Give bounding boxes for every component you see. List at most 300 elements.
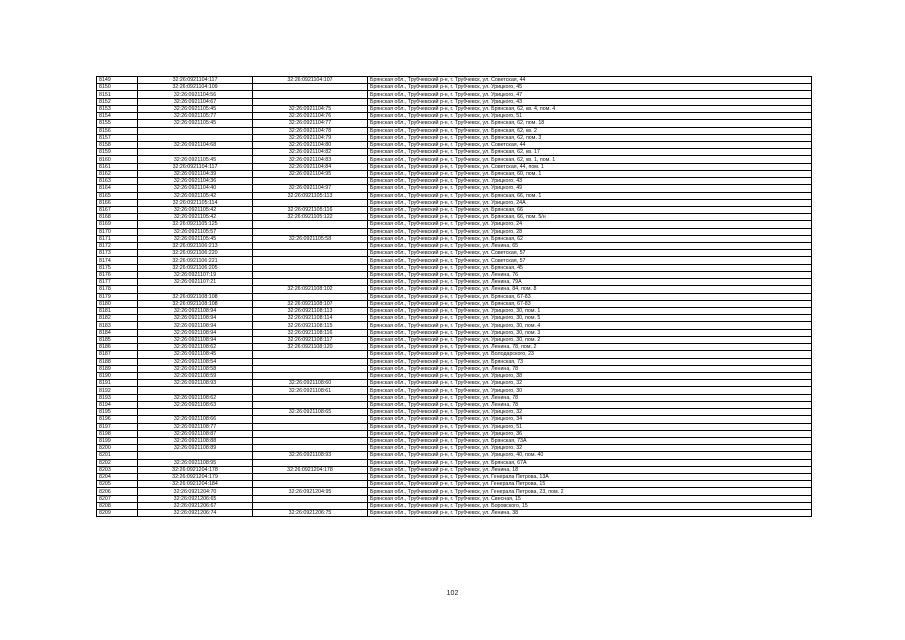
object-cadastral-number-cell <box>253 430 368 437</box>
object-cadastral-number-cell <box>253 365 368 372</box>
registry-table <box>96 76 812 517</box>
object-cadastral-number-cell <box>253 481 368 488</box>
cadastral-number-cell: 32:26:0921108:89 <box>138 445 253 452</box>
table-row <box>97 170 812 177</box>
cadastral-number-cell <box>138 452 253 459</box>
address-cell: Брянская обл., Трубчевский р-н, г. Трубчевск, ул. Брянская, 62, кв. 4, пом. 4 <box>368 105 812 112</box>
table-row <box>97 409 812 416</box>
object-cadastral-number-cell <box>253 358 368 365</box>
row-number-cell: 8199 <box>97 437 138 444</box>
table-row <box>97 279 812 286</box>
row-number-cell: 8190 <box>97 372 138 379</box>
cadastral-number-cell: 32:26:0921106:205 <box>138 264 253 271</box>
object-cadastral-number-cell <box>253 98 368 105</box>
cadastral-number-cell: 32:26:0921105:77 <box>138 113 253 120</box>
cadastral-number-cell: 32:26:0921108:58 <box>138 365 253 372</box>
cadastral-number-cell: 32:26:0921105:42 <box>138 192 253 199</box>
object-cadastral-number-cell: 32:26:0921108:102 <box>253 286 368 293</box>
object-cadastral-number-cell <box>253 271 368 278</box>
cadastral-number-cell: 32:26:0921105:42 <box>138 206 253 213</box>
address-cell: Брянская обл., Трубчевский р-н, г. Трубчевск, ул. Брянская, 62, кв. 1, пом. 1 <box>368 156 812 163</box>
table-row <box>97 91 812 98</box>
cadastral-number-cell: 32:26:0921104:56 <box>138 91 253 98</box>
row-number-cell: 8158 <box>97 141 138 148</box>
row-number-cell: 8209 <box>97 510 138 517</box>
object-cadastral-number-cell <box>253 401 368 408</box>
page-number: 102 <box>446 590 459 597</box>
object-cadastral-number-cell: 32:26:0921104:84 <box>253 163 368 170</box>
object-cadastral-number-cell <box>253 243 368 250</box>
object-cadastral-number-cell: 32:26:0921104:107 <box>253 77 368 84</box>
address-cell: Брянская обл., Трубчевский р-н, г. Трубчевск, ул. Урицкого, 30, пом. 5 <box>368 315 812 322</box>
cadastral-number-cell: 32:26:0921104:117 <box>138 77 253 84</box>
object-cadastral-number-cell <box>253 445 368 452</box>
row-number-cell: 8182 <box>97 315 138 322</box>
address-cell: Брянская обл., Трубчевский р-н, г. Трубчевск, ул. Брянская, 62 <box>368 235 812 242</box>
cadastral-number-cell: 32:26:0921108:45 <box>138 351 253 358</box>
object-cadastral-number-cell: 32:26:0921108:93 <box>253 452 368 459</box>
table-row <box>97 120 812 127</box>
table-row <box>97 149 812 156</box>
table-row <box>97 351 812 358</box>
cadastral-number-cell: 32:26:0921105:45 <box>138 156 253 163</box>
row-number-cell: 8181 <box>97 308 138 315</box>
table-row <box>97 257 812 264</box>
address-cell: Брянская обл., Трубчевский р-н, г. Трубчевск, ул. Советская, 44 <box>368 77 812 84</box>
object-cadastral-number-cell: 32:26:0921108:61 <box>253 387 368 394</box>
address-cell: Брянская обл., Трубчевский р-н, г. Трубчевск, ул. Урицкого, 24 <box>368 221 812 228</box>
cadastral-number-cell: 32:26:0921105:42 <box>138 214 253 221</box>
object-cadastral-number-cell <box>253 257 368 264</box>
address-cell: Брянская обл., Трубчевский р-н, г. Трубчевск, ул. Урицкого, 47 <box>368 91 812 98</box>
table-row <box>97 365 812 372</box>
row-number-cell: 8200 <box>97 445 138 452</box>
row-number-cell: 8207 <box>97 495 138 502</box>
row-number-cell: 8151 <box>97 91 138 98</box>
cadastral-number-cell: 32:26:0921108:54 <box>138 358 253 365</box>
object-cadastral-number-cell: 32:26:0921204:178 <box>253 466 368 473</box>
row-number-cell: 8184 <box>97 329 138 336</box>
object-cadastral-number-cell <box>253 459 368 466</box>
object-cadastral-number-cell: 32:26:0921108:114 <box>253 315 368 322</box>
row-number-cell: 8180 <box>97 300 138 307</box>
object-cadastral-number-cell: 32:26:0921108:60 <box>253 380 368 387</box>
address-cell: Брянская обл., Трубчевский р-н, г. Трубчевск, ул. Брянская, 62, пом. 18 <box>368 120 812 127</box>
address-cell: Брянская обл., Трубчевский р-н, г. Трубчевск, ул. Генерала Петрова, 15 <box>368 481 812 488</box>
row-number-cell: 8185 <box>97 336 138 343</box>
address-cell: Брянская обл., Трубчевский р-н, г. Трубчевск, ул. Урицкого, 45 <box>368 84 812 91</box>
row-number-cell: 8155 <box>97 120 138 127</box>
table-row <box>97 315 812 322</box>
object-cadastral-number-cell: 32:26:0921108:113 <box>253 308 368 315</box>
object-cadastral-number-cell: 32:26:0921104:80 <box>253 141 368 148</box>
cadastral-number-cell: 32:26:0921104:109 <box>138 84 253 91</box>
cadastral-number-cell: 32:26:0921108:88 <box>138 437 253 444</box>
row-number-cell: 8150 <box>97 84 138 91</box>
table-row <box>97 466 812 473</box>
object-cadastral-number-cell <box>253 416 368 423</box>
row-number-cell: 8195 <box>97 409 138 416</box>
row-number-cell: 8170 <box>97 228 138 235</box>
table-row <box>97 113 812 120</box>
row-number-cell: 8206 <box>97 488 138 495</box>
table-row <box>97 459 812 466</box>
row-number-cell: 8173 <box>97 250 138 257</box>
table-row <box>97 235 812 242</box>
address-cell: Брянская обл., Трубчевский р-н, г. Трубчевск, ул. Ленина, 78, пом. 2 <box>368 344 812 351</box>
table-row <box>97 77 812 84</box>
address-cell: Брянская обл., Трубчевский р-н, г. Трубчевск, ул. Ленина, 78 <box>368 394 812 401</box>
table-row <box>97 437 812 444</box>
address-cell: Брянская обл., Трубчевский р-н, г. Трубчевск, ул. Ленина, 65 <box>368 243 812 250</box>
table-row <box>97 329 812 336</box>
cadastral-number-cell: 32:26:0921108:94 <box>138 336 253 343</box>
row-number-cell: 8196 <box>97 416 138 423</box>
cadastral-number-cell: 32:26:0921108:59 <box>138 372 253 379</box>
object-cadastral-number-cell: 32:26:0921104:95 <box>253 170 368 177</box>
cadastral-number-cell: 32:26:0921104:36 <box>138 178 253 185</box>
table-row <box>97 488 812 495</box>
table-row <box>97 214 812 221</box>
address-cell: Брянская обл., Трубчевский р-н, г. Трубчевск, ул. Урицкого, 51 <box>368 423 812 430</box>
row-number-cell: 8192 <box>97 387 138 394</box>
row-number-cell: 8179 <box>97 293 138 300</box>
object-cadastral-number-cell <box>253 372 368 379</box>
address-cell: Брянская обл., Трубчевский р-н, г. Трубчевск, ул. Урицкого, 38 <box>368 372 812 379</box>
cadastral-number-cell: 32:26:0921206:74 <box>138 510 253 517</box>
address-cell: Брянская обл., Трубчевский р-н, г. Трубчевск, ул. Володарского, 23 <box>368 351 812 358</box>
object-cadastral-number-cell: 32:26:0921108:65 <box>253 409 368 416</box>
table-row <box>97 228 812 235</box>
address-cell: Брянская обл., Трубчевский р-н, г. Трубчевск, ул. Генерала Петрова, 23, пом. 2 <box>368 488 812 495</box>
row-number-cell: 8149 <box>97 77 138 84</box>
address-cell: Брянская обл., Трубчевский р-н, г. Трубчевск, ул. Советская, 57 <box>368 257 812 264</box>
address-cell: Брянская обл., Трубчевский р-н, г. Трубчевск, ул. Свесная, 15 <box>368 495 812 502</box>
row-number-cell: 8176 <box>97 271 138 278</box>
object-cadastral-number-cell: 32:26:0921204:95 <box>253 488 368 495</box>
table-row <box>97 380 812 387</box>
row-number-cell: 8204 <box>97 474 138 481</box>
object-cadastral-number-cell: 32:26:0921108:107 <box>253 300 368 307</box>
cadastral-number-cell: 32:26:0921108:87 <box>138 430 253 437</box>
address-cell: Брянская обл., Трубчевский р-н, г. Трубчевск, ул. Брянская, 66 <box>368 206 812 213</box>
row-number-cell: 8163 <box>97 178 138 185</box>
table-row <box>97 84 812 91</box>
cadastral-number-cell: 32:26:0921106:221 <box>138 257 253 264</box>
cadastral-number-cell: 32:26:0921104:40 <box>138 185 253 192</box>
object-cadastral-number-cell: 32:26:0921105:122 <box>253 214 368 221</box>
address-cell: Брянская обл., Трубчевский р-н, г. Трубчевск, ул. Урицкого, 30, пом. 1 <box>368 308 812 315</box>
address-cell: Брянская обл., Трубчевский р-н, г. Трубчевск, ул. Урицкого, 36 <box>368 430 812 437</box>
address-cell: Брянская обл., Трубчевский р-н, г. Трубчевск, ул. Урицкого, 49 <box>368 185 812 192</box>
cadastral-number-cell: 32:26:0921108:108 <box>138 293 253 300</box>
address-cell: Брянская обл., Трубчевский р-н, г. Трубчевск, ул. Ленина, 38 <box>368 510 812 517</box>
row-number-cell: 8153 <box>97 105 138 112</box>
address-cell: Брянская обл., Трубчевский р-н, г. Трубчевск, ул. Урицкого, 34 <box>368 416 812 423</box>
address-cell: Брянская обл., Трубчевский р-н, г. Трубчевск, ул. Урицкого, 28 <box>368 228 812 235</box>
address-cell: Брянская обл., Трубчевский р-н, г. Трубчевск, ул. Урицкого, 30, пом. 3 <box>368 329 812 336</box>
address-cell: Брянская обл., Трубчевский р-н, г. Трубчевск, ул. Брянская, 62, пом. 3 <box>368 134 812 141</box>
cadastral-number-cell: 32:26:0921105:45 <box>138 105 253 112</box>
cadastral-number-cell: 32:26:0921108:94 <box>138 322 253 329</box>
table-row <box>97 286 812 293</box>
address-cell: Брянская обл., Трубчевский р-н, г. Трубчевск, ул. Ленина, 84, пом. 8 <box>368 286 812 293</box>
cadastral-number-cell: 32:26:0921108:108 <box>138 300 253 307</box>
cadastral-number-cell <box>138 286 253 293</box>
row-number-cell: 8156 <box>97 127 138 134</box>
table-row <box>97 134 812 141</box>
cadastral-number-cell <box>138 134 253 141</box>
row-number-cell: 8188 <box>97 358 138 365</box>
address-cell: Брянская обл., Трубчевский р-н, г. Трубчевск, ул. Брянская, 66, пом. 1 <box>368 192 812 199</box>
row-number-cell: 8172 <box>97 243 138 250</box>
table-row <box>97 401 812 408</box>
table-row <box>97 156 812 163</box>
address-cell: Брянская обл., Трубчевский р-н, г. Трубчевск, ул. Боровского, 15 <box>368 502 812 509</box>
cadastral-number-cell: 32:26:0921107:19 <box>138 271 253 278</box>
row-number-cell: 8197 <box>97 423 138 430</box>
table-row <box>97 481 812 488</box>
address-cell: Брянская обл., Трубчевский р-н, г. Трубчевск, ул. Урицкого, 30, пом. 2 <box>368 336 812 343</box>
address-cell: Брянская обл., Трубчевский р-н, г. Трубчевск, ул. Урицкого, 32 <box>368 409 812 416</box>
address-cell: Брянская обл., Трубчевский р-н, г. Трубчевск, ул. Советская, 44, пом. 1 <box>368 163 812 170</box>
row-number-cell: 8194 <box>97 401 138 408</box>
object-cadastral-number-cell <box>253 279 368 286</box>
object-cadastral-number-cell <box>253 84 368 91</box>
table-row <box>97 308 812 315</box>
table-row <box>97 141 812 148</box>
object-cadastral-number-cell <box>253 178 368 185</box>
cadastral-number-cell: 32:26:0921108:93 <box>138 380 253 387</box>
address-cell: Брянская обл., Трубчевский р-н, г. Трубчевск, ул. Брянская, 62, кв. 2 <box>368 127 812 134</box>
object-cadastral-number-cell <box>253 250 368 257</box>
table-row <box>97 105 812 112</box>
cadastral-number-cell: 32:26:0921108:62 <box>138 394 253 401</box>
cadastral-number-cell <box>138 409 253 416</box>
address-cell: Брянская обл., Трубчевский р-н, г. Трубчевск, ул. Брянская, 60, пом. 1 <box>368 170 812 177</box>
row-number-cell: 8162 <box>97 170 138 177</box>
address-cell: Брянская обл., Трубчевский р-н, г. Трубчевск, ул. Урицкого, 30, пом. 4 <box>368 322 812 329</box>
cadastral-number-cell: 32:26:0921108:94 <box>138 329 253 336</box>
object-cadastral-number-cell: 32:26:0921108:115 <box>253 322 368 329</box>
cadastral-number-cell: 32:26:0921108:77 <box>138 423 253 430</box>
table-row <box>97 510 812 517</box>
row-number-cell: 8159 <box>97 149 138 156</box>
table-row <box>97 416 812 423</box>
object-cadastral-number-cell <box>253 394 368 401</box>
cadastral-number-cell: 32:26:0921106:220 <box>138 250 253 257</box>
cadastral-number-cell: 32:26:0921204:179 <box>138 474 253 481</box>
row-number-cell: 8193 <box>97 394 138 401</box>
address-cell: Брянская обл., Трубчевский р-н, г. Трубчевск, ул. Ленина, 18 <box>368 466 812 473</box>
cadastral-number-cell <box>138 127 253 134</box>
object-cadastral-number-cell: 32:26:0921105:113 <box>253 192 368 199</box>
address-cell: Брянская обл., Трубчевский р-н, г. Трубчевск, ул. Брянская, 67А <box>368 459 812 466</box>
object-cadastral-number-cell: 32:26:0921108:116 <box>253 329 368 336</box>
address-cell: Брянская обл., Трубчевский р-н, г. Трубчевск, ул. Урицкого, 51 <box>368 113 812 120</box>
cadastral-number-cell: 32:26:0921204:70 <box>138 488 253 495</box>
cadastral-number-cell: 32:26:0921104:68 <box>138 141 253 148</box>
object-cadastral-number-cell: 32:26:0921104:82 <box>253 149 368 156</box>
table-row <box>97 264 812 271</box>
address-cell: Брянская обл., Трубчевский р-н, г. Трубчевск, ул. Урицкого, 32 <box>368 380 812 387</box>
object-cadastral-number-cell: 32:26:0921104:79 <box>253 134 368 141</box>
cadastral-number-cell <box>138 149 253 156</box>
row-number-cell: 8154 <box>97 113 138 120</box>
cadastral-number-cell: 32:26:0921108:95 <box>138 459 253 466</box>
row-number-cell: 8171 <box>97 235 138 242</box>
row-number-cell: 8175 <box>97 264 138 271</box>
table-row <box>97 300 812 307</box>
object-cadastral-number-cell: 32:26:0921104:83 <box>253 156 368 163</box>
table-row <box>97 98 812 105</box>
object-cadastral-number-cell: 32:26:0921104:76 <box>253 113 368 120</box>
cadastral-number-cell: 32:26:0921108:94 <box>138 308 253 315</box>
row-number-cell: 8189 <box>97 365 138 372</box>
address-cell: Брянская обл., Трубчевский р-н, г. Трубчевск, ул. Урицкого, 30 <box>368 387 812 394</box>
cadastral-number-cell: 32:26:0921106:213 <box>138 243 253 250</box>
table-row <box>97 445 812 452</box>
cadastral-number-cell: 32:26:0921206:67 <box>138 502 253 509</box>
table-row <box>97 178 812 185</box>
row-number-cell: 8152 <box>97 98 138 105</box>
address-cell: Брянская обл., Трубчевский р-н, г. Трубчевск, ул. Ленина, 79А <box>368 279 812 286</box>
address-cell: Брянская обл., Трубчевский р-н, г. Трубчевск, ул. Генерала Петрова, 13А <box>368 474 812 481</box>
row-number-cell: 8164 <box>97 185 138 192</box>
row-number-cell: 8174 <box>97 257 138 264</box>
address-cell: Брянская обл., Трубчевский р-н, г. Трубчевск, ул. Урицкого, 32 <box>368 445 812 452</box>
table-row <box>97 344 812 351</box>
object-cadastral-number-cell <box>253 221 368 228</box>
row-number-cell: 8201 <box>97 452 138 459</box>
address-cell: Брянская обл., Трубчевский р-н, г. Трубчевск, ул. Советская, 44 <box>368 141 812 148</box>
row-number-cell: 8183 <box>97 322 138 329</box>
object-cadastral-number-cell: 32:26:0921206:75 <box>253 510 368 517</box>
row-number-cell: 8161 <box>97 163 138 170</box>
table-row <box>97 322 812 329</box>
object-cadastral-number-cell <box>253 495 368 502</box>
object-cadastral-number-cell: 32:26:0921104:77 <box>253 120 368 127</box>
address-cell: Брянская обл., Трубчевский р-н, г. Трубчевск, ул. Брянская, 67-83 <box>368 293 812 300</box>
cadastral-number-cell: 32:26:0921204:184 <box>138 481 253 488</box>
table-row <box>97 206 812 213</box>
address-cell: Брянская обл., Трубчевский р-н, г. Трубчевск, ул. Брянская, 73 <box>368 358 812 365</box>
address-cell: Брянская обл., Трубчевский р-н, г. Трубчевск, ул. Брянская, 62, кв. 17 <box>368 149 812 156</box>
row-number-cell: 8168 <box>97 214 138 221</box>
table-row <box>97 199 812 206</box>
table-row <box>97 502 812 509</box>
object-cadastral-number-cell <box>253 351 368 358</box>
row-number-cell: 8177 <box>97 279 138 286</box>
object-cadastral-number-cell <box>253 91 368 98</box>
object-cadastral-number-cell <box>253 502 368 509</box>
object-cadastral-number-cell: 32:26:0921108:120 <box>253 344 368 351</box>
table-row <box>97 250 812 257</box>
row-number-cell: 8157 <box>97 134 138 141</box>
object-cadastral-number-cell <box>253 293 368 300</box>
row-number-cell: 8205 <box>97 481 138 488</box>
table-row <box>97 127 812 134</box>
table-row <box>97 495 812 502</box>
table-row <box>97 192 812 199</box>
cadastral-number-cell: 32:26:0921206:65 <box>138 495 253 502</box>
row-number-cell: 8187 <box>97 351 138 358</box>
address-cell: Брянская обл., Трубчевский р-н, г. Трубчевск, ул. Брянская, 67-83 <box>368 300 812 307</box>
row-number-cell: 8203 <box>97 466 138 473</box>
table-row <box>97 387 812 394</box>
row-number-cell: 8186 <box>97 344 138 351</box>
row-number-cell: 8160 <box>97 156 138 163</box>
cadastral-number-cell: 32:26:0921108:62 <box>138 344 253 351</box>
object-cadastral-number-cell: 32:26:0921104:78 <box>253 127 368 134</box>
cadastral-number-cell: 32:26:0921107:21 <box>138 279 253 286</box>
object-cadastral-number-cell: 32:26:0921105:58 <box>253 235 368 242</box>
address-cell: Брянская обл., Трубчевский р-н, г. Трубчевск, ул. Ленина, 78 <box>368 401 812 408</box>
cadastral-number-cell: 32:26:0921105:45 <box>138 120 253 127</box>
cadastral-number-cell: 32:26:0921105:114 <box>138 199 253 206</box>
row-number-cell: 8198 <box>97 430 138 437</box>
address-cell: Брянская обл., Трубчевский р-н, г. Трубчевск, ул. Советская, 57 <box>368 250 812 257</box>
object-cadastral-number-cell <box>253 437 368 444</box>
object-cadastral-number-cell <box>253 423 368 430</box>
row-number-cell: 8169 <box>97 221 138 228</box>
object-cadastral-number-cell: 32:26:0921104:75 <box>253 105 368 112</box>
row-number-cell: 8167 <box>97 206 138 213</box>
table-row <box>97 185 812 192</box>
object-cadastral-number-cell <box>253 228 368 235</box>
table-row <box>97 243 812 250</box>
address-cell: Брянская обл., Трубчевский р-н, г. Трубчевск, ул. Брянская, 73А <box>368 437 812 444</box>
cadastral-number-cell: 32:26:0921104:67 <box>138 98 253 105</box>
table-row <box>97 430 812 437</box>
cadastral-number-cell: 32:26:0921105:125 <box>138 221 253 228</box>
address-cell: Брянская обл., Трубчевский р-н, г. Трубчевск, ул. Брянская, 66, пом. 5/н <box>368 214 812 221</box>
row-number-cell: 8191 <box>97 380 138 387</box>
row-number-cell: 8202 <box>97 459 138 466</box>
table-row <box>97 221 812 228</box>
object-cadastral-number-cell: 32:26:0921105:116 <box>253 206 368 213</box>
table-row <box>97 358 812 365</box>
object-cadastral-number-cell: 32:26:0921104:97 <box>253 185 368 192</box>
object-cadastral-number-cell <box>253 264 368 271</box>
table-row <box>97 474 812 481</box>
table-row <box>97 394 812 401</box>
cadastral-number-cell: 32:26:0921104:39 <box>138 170 253 177</box>
cadastral-number-cell: 32:26:0921105:57 <box>138 228 253 235</box>
table-row <box>97 372 812 379</box>
cadastral-number-cell: 32:26:0921104:117 <box>138 163 253 170</box>
row-number-cell: 8208 <box>97 502 138 509</box>
cadastral-number-cell: 32:26:0921204:178 <box>138 466 253 473</box>
row-number-cell: 8178 <box>97 286 138 293</box>
cadastral-number-cell: 32:26:0921108:66 <box>138 416 253 423</box>
cadastral-number-cell <box>138 387 253 394</box>
table-row <box>97 163 812 170</box>
address-cell: Брянская обл., Трубчевский р-н, г. Трубчевск, ул. Ленина, 78 <box>368 365 812 372</box>
address-cell: Брянская обл., Трубчевский р-н, г. Трубчевск, ул. Урицкого, 43 <box>368 178 812 185</box>
table-row <box>97 336 812 343</box>
row-number-cell: 8165 <box>97 192 138 199</box>
cadastral-number-cell: 32:26:0921108:94 <box>138 315 253 322</box>
address-cell: Брянская обл., Трубчевский р-н, г. Трубчевск, ул. Брянская, 45 <box>368 264 812 271</box>
object-cadastral-number-cell <box>253 199 368 206</box>
object-cadastral-number-cell <box>253 474 368 481</box>
object-cadastral-number-cell: 32:26:0921108:117 <box>253 336 368 343</box>
address-cell: Брянская обл., Трубчевский р-н, г. Трубчевск, ул. Урицкого, 43 <box>368 98 812 105</box>
address-cell: Брянская обл., Трубчевский р-н, г. Трубчевск, ул. Урицкого, 24А <box>368 199 812 206</box>
table-row <box>97 293 812 300</box>
table-row <box>97 271 812 278</box>
